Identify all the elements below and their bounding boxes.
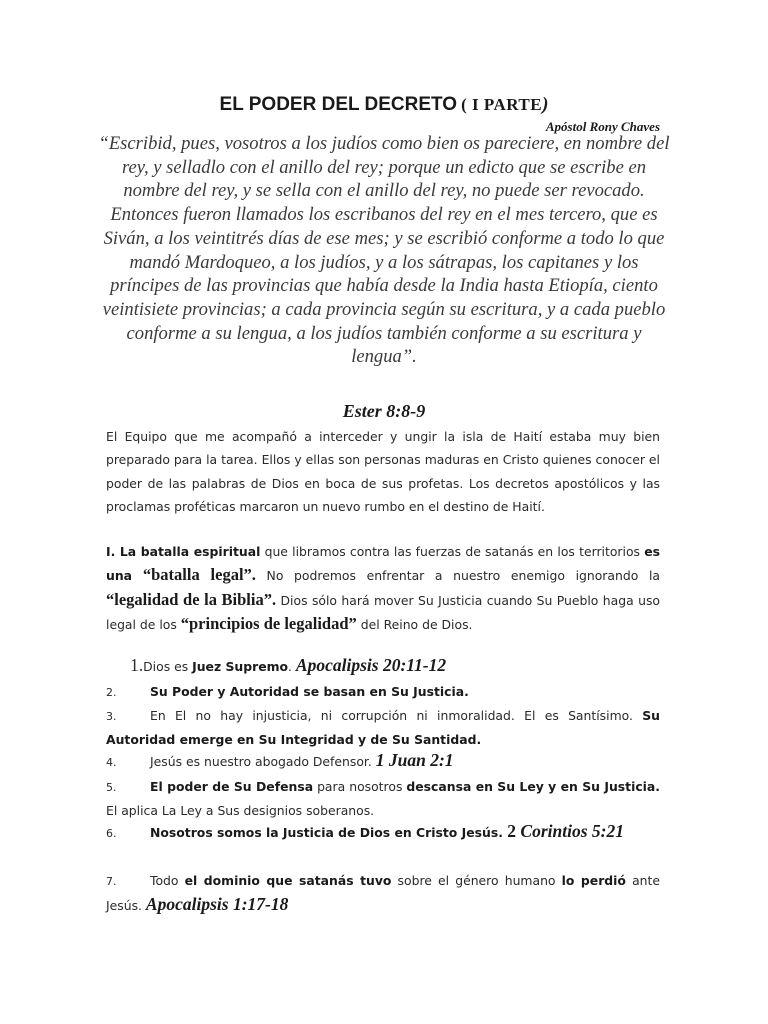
list-item-number: 5. [106,781,117,794]
list-item [106,820,660,845]
list-item-text: Jesús es nuestro abogado Defensor. [150,754,376,769]
section-1-quote-legal: “batalla legal”. [132,565,256,585]
list-item-text: . [288,659,296,674]
section-1-lead: I. La batalla espiritual [106,544,261,559]
list-item [106,775,660,823]
list-item-number: 6. [106,827,117,840]
list-item-text: ante Jesús. [106,873,660,914]
list-item [106,704,660,752]
scripture-quote [98,132,670,369]
list-item-bold: Su Poder y Autoridad se basan en Su Justicia. [150,684,469,699]
list-item-bold: Su Autoridad emerge en Su Integridad y de Su Santidad. [106,708,660,748]
list-item-number: 3. [106,710,117,723]
list-item-number: 1. [130,655,144,675]
title-paren: ) [542,94,549,115]
list-item-bold: lo perdió [561,873,626,888]
title-part: ( I PARTE [461,95,543,114]
section-1-text: del Reino de Dios. [356,617,473,633]
list-item-number: 2. [106,686,117,699]
list-item-number: 7. [106,875,117,888]
list-item-text: sobre el género humano [391,873,562,888]
section-1-text: que libramos contra las fuerzas de satanás en los territorios [260,544,645,559]
quote-reference: Ester 8:8-9 [342,401,426,421]
list-item-reference: Apocalipsis 20:11-12 [295,655,447,675]
section-1-bold: es una [106,544,660,584]
list-item-bold: Nosotros somos la Justicia de Dios en Cristo Jesús. [150,825,503,840]
list-item [106,749,660,774]
page-title [0,93,768,118]
section-1-text: Dios sólo hará mover Su Justicia cuando Su Pueblo haga uso legal de los [106,592,660,633]
list-item-bold: descansa en Su Ley y en Su Justicia. [406,779,660,794]
list-item [130,654,660,678]
list-item-reference: 1 Juan 2:1 [375,750,454,770]
section-1-quote-legalidad: “legalidad de la Biblia”. [106,589,277,609]
section-1-quote-principios: “principios de legalidad” [180,614,357,634]
list-item-number: 4. [106,756,117,769]
list-item [106,680,660,704]
list-item-bold: El poder de Su Defensa [150,779,314,794]
list-item-reference: Apocalipsis 1:17-18 [145,894,289,915]
intro-paragraph: El Equipo que me acompañó a interceder y ungir la isla de Haití estaba muy bien preparado para la tarea. Ellos y ellas son personas maduras en Cristo quienes conocer el poder de las palabras de Dios en boca de sus profetas. Los decretos apostólicos y las proclamas proféticas marcaron un nuevo rumbo en el destino de Haití. [106,429,660,515]
title-main: EL PODER DEL DECRETO [219,94,458,115]
quote-paragraph-2: Entonces fueron llamados los escribanos del rey en el mes tercero, que es Siván, a los veintitrés días de ese mes; y se escribió conforme a todo lo que mandó Mardoqueo, a los judíos, y a los sátrapas, los capitanes y los príncipes de las provincias que había desde la India hasta Etiopía, ciento veintisiete provincias; a cada provincia según su escritura, y a cada pueblo conforme a su lengua, a los judíos también conforme a su escritura y lengua”. [102,204,666,368]
list-item-text: El aplica La Ley a Sus designios soberanos. [106,803,375,819]
list-item-bold: el dominio que satanás tuvo [184,873,392,888]
list-item-bold: Juez Supremo [192,659,289,674]
list-item-text: En El no hay injusticia, ni corrupción ni inmoralidad. El es Santísimo. [150,708,643,723]
list-item-text: para nosotros [313,779,407,794]
author-name: Apóstol Rony Chaves [545,119,660,134]
list-item [106,869,660,918]
section-1-paragraph [106,540,660,637]
list-item-bold: 2 [502,821,521,841]
quote-paragraph-1: “Escribid, pues, vosotros a los judíos como bien os pareciere, en nombre del rey, y selladlo con el anillo del rey; porque un edicto que se escribe en nombre del rey, y se sella con el anillo del rey, no puede ser revocado. [98,133,670,202]
section-1-text: No podremos enfrentar a nuestro enemigo ignorando la [255,568,660,584]
list-item-text: Todo [150,873,185,888]
list-item-reference: Corintios 5:21 [520,821,624,841]
list-item-text: Dios es [143,659,193,674]
